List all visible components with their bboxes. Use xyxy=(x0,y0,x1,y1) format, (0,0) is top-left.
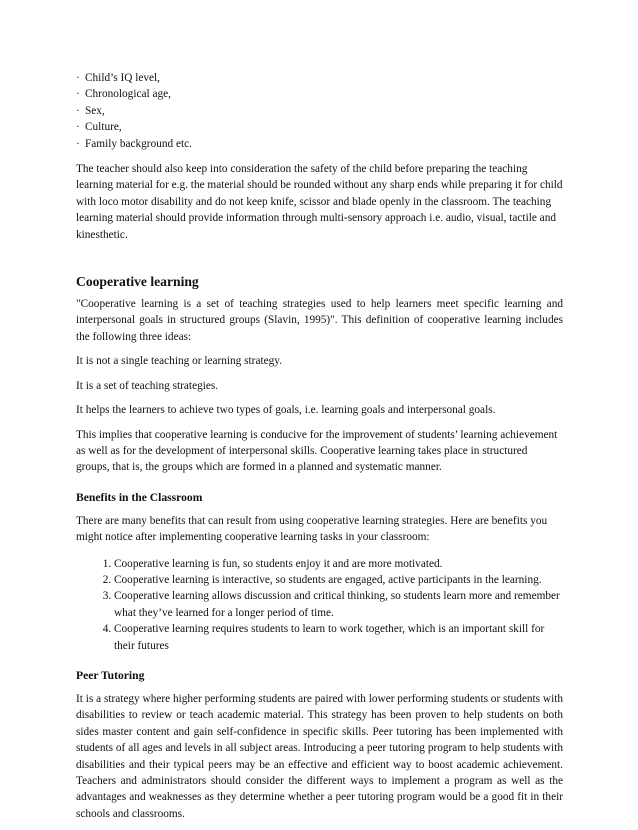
list-item xyxy=(76,86,563,102)
bullet-marker: · xyxy=(76,137,80,150)
list-item xyxy=(76,119,563,135)
list-item-text: Chronological age, xyxy=(85,88,171,101)
bullet-marker: · xyxy=(76,88,80,101)
cooperative-implication: This implies that cooperative learning is conducive for the improvement of students’ learning achievement as well as for the development of interpersonal skills. Cooperative learning takes place in structured groups, that is, the groups which are formed in a planned and systematic manner. xyxy=(76,428,558,474)
safety-paragraph: The teacher should also keep into consideration the safety of the child before preparing the teaching learning material for e.g. the material should be rounded without any sharp ends while preparing it for child with loco motor disability and do not keep knife, scissor and blade openly in the classroom. The teaching learning material should provide information through multi-sensory approach i.e. audio, visual, tactile and kinesthetic. xyxy=(76,163,563,241)
cooperative-definition: "Cooperative learning is a set of teaching strategies used to help learners meet specific learning and interpersonal goals in structured groups (Slavin, 1995)". This definition of cooperative learning includes the following three ideas: xyxy=(76,298,563,343)
cooperative-learning-heading: Cooperative learning xyxy=(76,274,199,290)
document-page xyxy=(76,70,563,830)
benefits-intro: There are many benefits that can result from using cooperative learning strategies. Here are benefits you might notice after implementing cooperative learning tasks in your classroom: xyxy=(76,514,548,544)
idea-one: It is not a single teaching or learning strategy. xyxy=(76,355,283,368)
list-item: 3. Cooperative learning allows discussion and critical thinking, so students learn more and remember what they’ve learned for a longer period of time. xyxy=(114,588,563,621)
peer-tutoring-heading: Peer Tutoring xyxy=(76,668,145,682)
bullet-marker: · xyxy=(76,104,80,117)
list-item: 2. Cooperative learning is interactive, so students are engaged, active participants in the learning. xyxy=(114,572,563,588)
benefits-list xyxy=(76,556,563,654)
list-item-text: Family background etc. xyxy=(85,137,192,150)
list-item-text: Culture, xyxy=(85,121,122,134)
idea-three: It helps the learners to achieve two types of goals, i.e. learning goals and interpersonal goals. xyxy=(76,404,496,417)
list-item: 4. Cooperative learning requires students to learn to work together, which is an important skill for their futures xyxy=(114,621,563,654)
benefits-heading: Benefits in the Classroom xyxy=(76,490,203,504)
peer-tutoring-text: It is a strategy where higher performing students are paired with lower performing students or students with disabilities to review or teach academic material. This strategy has been proven to help students on both sides master content and gain self-confidence in specific skills. Peer tutoring has been implemented with students of all ages and levels in all subject areas. Introducing a peer tutoring program to help students with disabilities and their typical peers may be an effective and efficient way to boost academic achievement. Teachers and administrators should consider the different ways to implement a program as well as the advantages and weaknesses as they determine whether a peer tutoring program would be a good fit in their schools and classrooms. xyxy=(76,692,563,820)
idea-two: It is a set of teaching strategies. xyxy=(76,379,219,392)
factor-list xyxy=(76,70,563,152)
bullet-marker: · xyxy=(76,121,80,134)
list-item-text: Child’s IQ level, xyxy=(85,72,160,84)
list-item xyxy=(76,103,563,119)
list-item xyxy=(76,70,563,86)
list-item xyxy=(76,136,563,152)
bullet-marker: · xyxy=(76,72,80,84)
list-item: 1. Cooperative learning is fun, so students enjoy it and are more motivated. xyxy=(114,556,563,572)
list-item-text: Sex, xyxy=(85,104,105,117)
